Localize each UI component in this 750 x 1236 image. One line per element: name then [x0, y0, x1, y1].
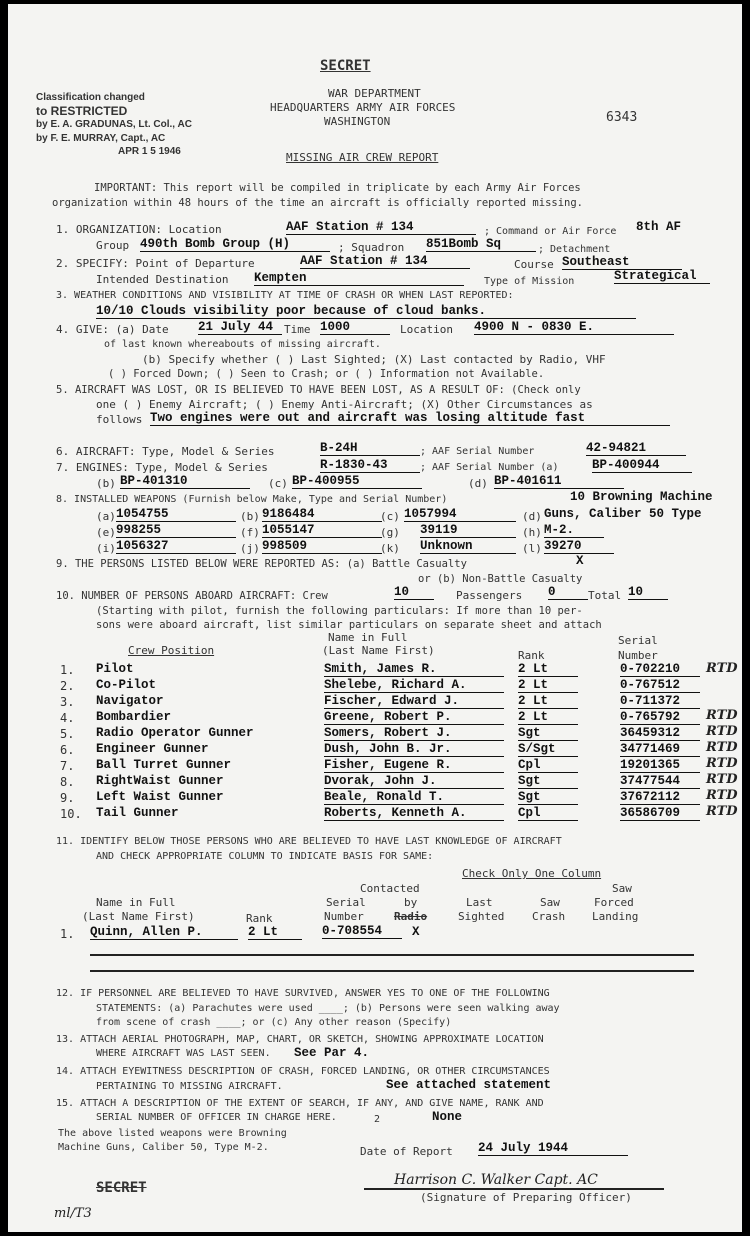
s11-blank-line: [90, 954, 694, 956]
crew-no: 6.: [60, 743, 75, 757]
weapon-k: Unknown: [420, 540, 516, 554]
crew-no: 1.: [60, 663, 75, 677]
s1-group: 490th Bomb Group (H): [140, 238, 330, 252]
crew-position: Navigator: [96, 694, 164, 708]
crew-serial: 0-767512: [620, 679, 700, 693]
weapon-c-label: (c): [380, 510, 400, 523]
crew-no: 4.: [60, 711, 75, 725]
weapon-f: 1055147: [262, 524, 382, 538]
s4-location: 4900 N - 0830 E.: [474, 321, 674, 335]
crew-header-serial-top: Serial: [618, 634, 658, 647]
secret-stamp-top: SECRET: [320, 58, 371, 74]
s2-destination-label: Intended Destination: [96, 273, 229, 286]
s9-mark: X: [576, 554, 584, 568]
crew-rank: Sgt: [518, 775, 578, 789]
crew-no: 7.: [60, 759, 75, 773]
s11-h-serial: Number: [324, 910, 364, 923]
crew-serial: 36459312: [620, 727, 700, 741]
s4-line2: of last known whereabouts of missing aircraft.: [104, 339, 381, 350]
s7-label: 7. ENGINES: Type, Model & Series: [56, 461, 268, 474]
s11-h-landing: Landing: [592, 910, 639, 923]
crew-name: Shelebe, Richard A.: [324, 679, 504, 693]
weapon-i: 1056327: [116, 540, 236, 554]
s8-label: 8. INSTALLED WEAPONS (Furnish below Make, Type and Serial Number): [56, 494, 448, 505]
crew-name: Fischer, Edward J.: [324, 695, 504, 709]
crew-name: Beale, Ronald T.: [324, 791, 504, 805]
s3-label: 3. WEATHER CONDITIONS AND VISIBILITY AT TIME OF CRASH OR WHEN LAST REPORTED:: [56, 290, 514, 301]
crew-position: Radio Operator Gunner: [96, 726, 254, 740]
signature-label: (Signature of Preparing Officer): [420, 1191, 632, 1204]
s5-reason: Two engines were out and aircraft was losing altitude fast: [150, 412, 670, 426]
crew-name: Smith, James R.: [324, 663, 504, 677]
s2-mission-label: Type of Mission: [484, 276, 575, 287]
s7-engine-d: BP-401611: [494, 475, 624, 489]
weapon-e-label: (e): [96, 526, 116, 539]
s14-value: See attached statement: [386, 1078, 552, 1092]
s11-h-forced: Forced: [594, 896, 634, 909]
declass-3: by E. A. GRADUNAS, Lt. Col., AC: [36, 119, 192, 130]
s6-type: B-24H: [320, 442, 420, 456]
s11-line2: AND CHECK APPROPRIATE COLUMN TO INDICATE BASIS FOR SAME:: [96, 851, 434, 862]
footer-note-1: The above listed weapons were Browning: [58, 1128, 287, 1139]
crew-serial: 36586709: [620, 807, 700, 821]
s12-line2: STATEMENTS: (a) Parachutes were used ____; (b) Persons were seen walking away: [96, 1003, 560, 1014]
s10-line2: (Starting with pilot, furnish the following particulars: If more than 10 per-: [96, 605, 583, 617]
s1-label: 1. ORGANIZATION: Location: [56, 223, 222, 236]
weapon-e: 998255: [116, 524, 236, 538]
crew-position: Co-Pilot: [96, 678, 157, 692]
crew-no: 8.: [60, 775, 75, 789]
s2-destination: Kempten: [254, 272, 464, 286]
crew-serial: 37672112: [620, 791, 700, 805]
weapon-h: M-2.: [544, 524, 604, 538]
weapon-a: 1054755: [116, 508, 236, 522]
s15-line2: SERIAL NUMBER OF OFFICER IN CHARGE HERE.: [96, 1112, 337, 1123]
crew-rank: S/Sgt: [518, 743, 578, 757]
crew-position: RightWaist Gunner: [96, 774, 224, 788]
crew-serial: 0-702210: [620, 663, 700, 677]
signature: Harrison C. Walker Capt. AC: [394, 1172, 598, 1188]
crew-rank: Sgt: [518, 727, 578, 741]
s11-h-radio: Radio: [394, 910, 428, 923]
s5-line1: 5. AIRCRAFT WAS LOST, OR IS BELIEVED TO HAVE BEEN LOST, AS A RESULT OF: (Check only: [56, 384, 581, 396]
crew-note: RTD: [706, 772, 738, 787]
s11-h-name-top: Name in Full: [96, 896, 176, 909]
crew-serial: 19201365: [620, 759, 700, 773]
s1-location: AAF Station # 134: [286, 221, 476, 235]
s7-type: R-1830-43: [320, 459, 420, 473]
crew-position: Left Waist Gunner: [96, 790, 224, 804]
header-hq: HEADQUARTERS ARMY AIR FORCES: [270, 101, 456, 114]
crew-name: Dush, John B. Jr.: [324, 743, 504, 757]
crew-header-name-top: Name in Full: [328, 631, 408, 644]
s11-serial: 0-708554: [322, 925, 402, 939]
declass-5: APR 1 5 1946: [118, 146, 181, 157]
s4-date: 21 July 44: [198, 321, 282, 335]
s12-line3: from scene of crash ____; or (c) Any other reason (Specify): [96, 1017, 452, 1028]
s11-h-saw2: Saw: [612, 882, 632, 895]
weapon-d: Guns, Caliber 50 Type: [544, 507, 702, 521]
s11-contacted: Contacted: [360, 882, 420, 895]
declass-2: to RESTRICTED: [36, 104, 128, 118]
s11-h-by: by: [404, 896, 418, 909]
s7-engine-a: BP-400944: [592, 459, 692, 473]
s6-serial-label: ; AAF Serial Number: [420, 446, 535, 457]
s11-h-rank: Rank: [246, 912, 273, 925]
s11-row-no: 1.: [60, 927, 75, 941]
s4-location-label: Location: [400, 323, 453, 336]
weapon-k-label: (k): [380, 542, 400, 555]
s11-name: Quinn, Allen P.: [90, 926, 238, 940]
s11-h-saw: Saw: [540, 896, 560, 909]
crew-note: RTD: [706, 740, 738, 755]
crew-serial: 0-765792: [620, 711, 700, 725]
s4-time-label: Time: [284, 323, 311, 336]
declass-4: by F. E. MURRAY, Capt., AC: [36, 133, 166, 144]
crew-name: Dvorak, John J.: [324, 775, 504, 789]
crew-position: Tail Gunner: [96, 806, 179, 820]
weapon-h-label: (h): [522, 526, 542, 539]
report-title: MISSING AIR CREW REPORT: [286, 151, 439, 164]
date-of-report-label: Date of Report: [360, 1145, 453, 1158]
report-page: [8, 4, 742, 1232]
s5-line2: one ( ) Enemy Aircraft; ( ) Enemy Anti-Aircraft; (X) Other Circumstances as: [96, 398, 593, 411]
crew-position: Ball Turret Gunner: [96, 758, 232, 772]
s10-total: 10: [628, 586, 668, 600]
s11-line1: 11. IDENTIFY BELOW THOSE PERSONS WHO ARE BELIEVED TO HAVE LAST KNOWLEDGE OF AIRCRAFT: [56, 836, 562, 847]
header-dept: WAR DEPARTMENT: [328, 87, 421, 100]
secret-stamp-bottom: SECRET: [96, 1180, 147, 1196]
crew-no: 3.: [60, 695, 75, 709]
crew-name: Fisher, Eugene R.: [324, 759, 504, 773]
s14-line1: 14. ATTACH EYEWITNESS DESCRIPTION OF CRASH, FORCED LANDING, OR OTHER CIRCUMSTANCES: [56, 1066, 550, 1077]
s2-departure: AAF Station # 134: [300, 255, 470, 269]
s11-blank-line: [90, 970, 694, 972]
signature-line: [364, 1188, 664, 1190]
s13-line2: WHERE AIRCRAFT WAS LAST SEEN.: [96, 1048, 271, 1059]
s11-mark: X: [412, 925, 420, 939]
crew-serial: 34771469: [620, 743, 700, 757]
weapon-g: 39119: [420, 524, 516, 538]
crew-name: Roberts, Kenneth A.: [324, 807, 504, 821]
s2-label: 2. SPECIFY: Point of Departure: [56, 257, 255, 270]
s7-b-label: (b): [96, 477, 116, 490]
crew-no: 5.: [60, 727, 75, 741]
s1-command: 8th AF: [636, 220, 682, 234]
s10-passengers-label: Passengers: [456, 589, 523, 602]
s13-line1: 13. ATTACH AERIAL PHOTOGRAPH, MAP, CHART, OR SKETCH, SHOWING APPROXIMATE LOCATION: [56, 1034, 544, 1045]
crew-no: 9.: [60, 791, 75, 805]
s6-serial: 42-94821: [586, 442, 686, 456]
important-1: IMPORTANT: This report will be compiled in triplicate by each Army Air Forces: [94, 182, 581, 194]
s2-course: Southeast: [562, 256, 682, 270]
s10-crew: 10: [394, 586, 434, 600]
crew-no: 2.: [60, 679, 75, 693]
crew-rank: Cpl: [518, 807, 578, 821]
crew-no: 10.: [60, 807, 82, 821]
s11-rank: 2 Lt: [248, 926, 302, 940]
s9-line2: or (b) Non-Battle Casualty: [418, 573, 583, 585]
header-city: WASHINGTON: [324, 115, 391, 128]
crew-header-name: (Last Name First): [322, 644, 435, 657]
s2-mission: Strategical: [614, 270, 710, 284]
file-initials: ml/T3: [54, 1206, 92, 1221]
s1-squadron-label: ; Squadron: [338, 241, 405, 254]
s3-weather: 10/10 Clouds visibility poor because of cloud banks.: [96, 305, 636, 319]
s10-label: 10. NUMBER OF PERSONS ABOARD AIRCRAFT: Crew: [56, 590, 328, 602]
s4-time: 1000: [320, 321, 390, 335]
crew-rank: 2 Lt: [518, 663, 578, 677]
s7-serial-label: ; AAF Serial Number (a): [420, 462, 559, 473]
s7-engine-b: BP-401310: [120, 475, 250, 489]
s15-line1: 15. ATTACH A DESCRIPTION OF THE EXTENT OF SEARCH, IF ANY, AND GIVE NAME, RANK AND: [56, 1098, 544, 1109]
s4-label: 4. GIVE: (a) Date: [56, 323, 169, 336]
weapon-a-label: (a): [96, 510, 116, 523]
s13-value: See Par 4.: [294, 1046, 370, 1060]
important-2: organization within 48 hours of the time an aircraft is officially reported missing.: [52, 197, 584, 209]
s11-h-crash: Crash: [532, 910, 566, 923]
s10-line3: sons were aboard aircraft, list similar particulars on separate sheet and attach: [96, 619, 602, 631]
s10-passengers: 0: [548, 586, 588, 600]
weapon-l-label: (l): [522, 542, 542, 555]
page-mark: 2: [374, 1114, 381, 1125]
weapon-b-label: (b): [240, 510, 260, 523]
crew-rank: Sgt: [518, 791, 578, 805]
s4-line3: (b) Specify whether ( ) Last Sighted; (X) Last contacted by Radio, VHF: [142, 353, 606, 366]
weapon-i-label: (i): [96, 542, 116, 555]
weapon-b: 9186484: [262, 508, 382, 522]
crew-note: RTD: [706, 788, 738, 803]
crew-note: RTD: [706, 724, 738, 739]
s4-line4: ( ) Forced Down; ( ) Seen to Crash; or ( ) Information not Available.: [108, 368, 545, 380]
crew-header-rank: Rank: [518, 649, 545, 662]
s2-course-label: Course: [514, 258, 554, 271]
s9-line1: 9. THE PERSONS LISTED BELOW WERE REPORTED AS: (a) Battle Casualty: [56, 558, 467, 570]
crew-header-position: Crew Position: [128, 644, 215, 657]
s6-label: 6. AIRCRAFT: Type, Model & Series: [56, 445, 275, 458]
weapon-f-label: (f): [240, 526, 260, 539]
s1-group-label: Group: [96, 239, 130, 252]
s15-value: None: [432, 1110, 463, 1124]
s11-h-name: (Last Name First): [82, 910, 195, 923]
s7-d-label: (d): [468, 477, 488, 490]
crew-serial: 0-711372: [620, 695, 700, 709]
crew-position: Pilot: [96, 662, 134, 676]
s10-total-label: Total: [588, 589, 622, 602]
crew-rank: 2 Lt: [518, 679, 578, 693]
s7-engine-c: BP-400955: [292, 475, 422, 489]
crew-position: Engineer Gunner: [96, 742, 209, 756]
s11-check-header: Check Only One Column: [462, 867, 602, 880]
weapon-c: 1057994: [404, 508, 516, 522]
s11-h-sighted: Sighted: [458, 910, 505, 923]
report-number: 6343: [606, 110, 638, 125]
crew-position: Bombardier: [96, 710, 172, 724]
s8-summary: 10 Browning Machine: [570, 490, 713, 504]
s14-line2: PERTAINING TO MISSING AIRCRAFT.: [96, 1081, 283, 1092]
crew-note: RTD: [706, 804, 738, 819]
s7-c-label: (c): [268, 477, 288, 490]
crew-note: RTD: [706, 661, 738, 676]
crew-rank: 2 Lt: [518, 695, 578, 709]
s5-lead: follows: [96, 413, 143, 426]
weapon-l: 39270: [544, 540, 614, 554]
declass-1: Classification changed: [36, 92, 145, 103]
crew-rank: Cpl: [518, 759, 578, 773]
crew-serial: 37477544: [620, 775, 700, 789]
weapon-j: 998509: [262, 540, 382, 554]
crew-note: RTD: [706, 756, 738, 771]
crew-name: Somers, Robert J.: [324, 727, 504, 741]
crew-note: RTD: [706, 708, 738, 723]
date-of-report: 24 July 1944: [478, 1142, 628, 1156]
crew-header-serial: Number: [618, 649, 658, 662]
footer-note-2: Machine Guns, Caliber 50, Type M-2.: [58, 1142, 269, 1153]
crew-rank: 2 Lt: [518, 711, 578, 725]
s1-squadron: 851Bomb Sq: [426, 238, 536, 252]
s12-line1: 12. IF PERSONNEL ARE BELIEVED TO HAVE SURVIVED, ANSWER YES TO ONE OF THE FOLLOWING: [56, 988, 550, 999]
s1-command-label: ; Command or Air Force: [484, 226, 617, 237]
weapon-g-label: (g): [380, 526, 400, 539]
weapon-j-label: (j): [240, 542, 260, 555]
s11-h-serial-top: Serial: [326, 896, 366, 909]
s1-detachment-label: ; Detachment: [538, 244, 611, 255]
crew-name: Greene, Robert P.: [324, 711, 504, 725]
weapon-d-label: (d): [522, 510, 542, 523]
s11-h-last: Last: [466, 896, 493, 909]
